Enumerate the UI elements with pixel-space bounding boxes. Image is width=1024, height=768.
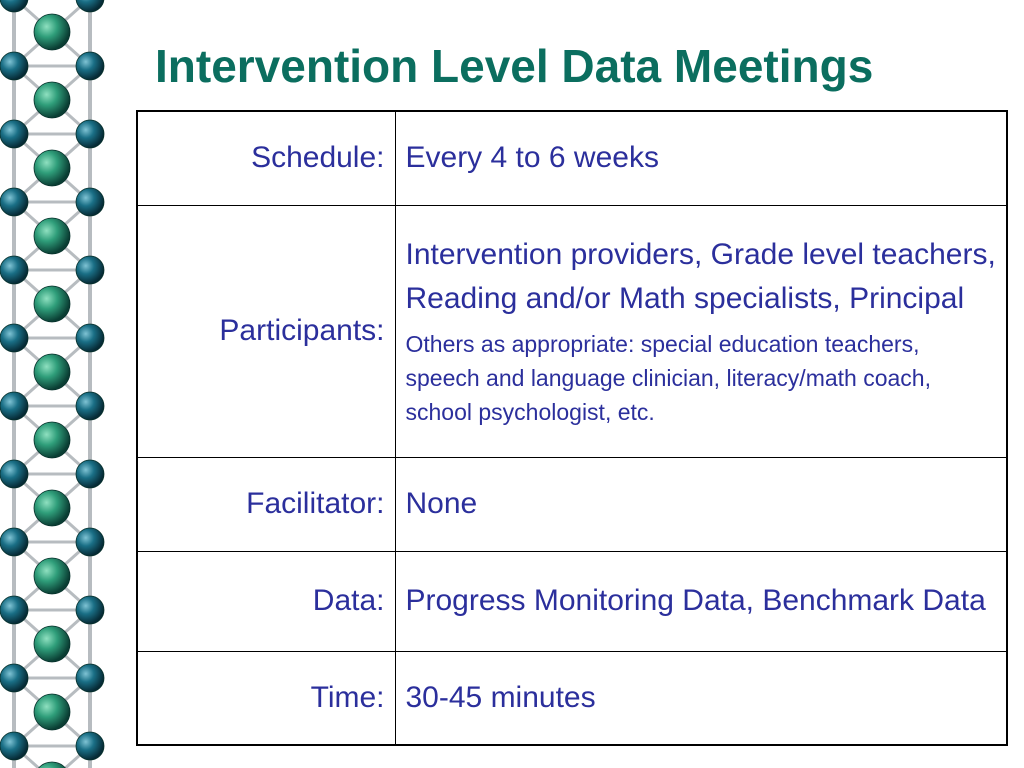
schedule-label: Schedule:: [137, 111, 395, 205]
chain-bead: [34, 490, 70, 526]
chain-bead: [34, 14, 70, 50]
chain-bead: [0, 0, 28, 12]
chain-bead: [34, 354, 70, 390]
chain-bead: [76, 460, 104, 488]
chain-bead: [34, 82, 70, 118]
participants-label: Participants:: [137, 205, 395, 457]
chain-bead: [0, 596, 28, 624]
chain-bead: [34, 286, 70, 322]
chain-bead: [76, 392, 104, 420]
chain-bead: [76, 256, 104, 284]
data-value: Progress Monitoring Data, Benchmark Data: [395, 551, 1007, 651]
slide-title: Intervention Level Data Meetings: [155, 40, 874, 92]
time-value: 30-45 minutes: [395, 651, 1007, 745]
data-label: Data:: [137, 551, 395, 651]
chain-bead: [34, 218, 70, 254]
table-row-data: [137, 551, 1007, 651]
participants-note: Others as appropriate: special education teachers, speech and language clinician, literacy/math coach, school psychologist, etc.: [405, 331, 931, 425]
chain-bead: [0, 256, 28, 284]
chain-bead: [76, 188, 104, 216]
table-row-schedule: [137, 111, 1007, 205]
chain-bead: [34, 150, 70, 186]
chain-bead: [76, 664, 104, 692]
chain-bead: [0, 52, 28, 80]
facilitator-label: Facilitator:: [137, 457, 395, 551]
chain-bead: [76, 52, 104, 80]
chain-bead: [0, 460, 28, 488]
chain-bead: [76, 528, 104, 556]
chain-bead: [76, 324, 104, 352]
chain-bead: [76, 596, 104, 624]
chain-bead: [34, 626, 70, 662]
chain-bead: [0, 392, 28, 420]
chain-bead: [0, 664, 28, 692]
chain-bead: [0, 732, 28, 760]
molecular-chain-border: [0, 0, 110, 768]
time-label: Time:: [137, 651, 395, 745]
chain-bead: [76, 120, 104, 148]
chain-bead: [0, 120, 28, 148]
table-row-participants: [137, 205, 1007, 457]
chain-bead: [34, 694, 70, 730]
schedule-value: Every 4 to 6 weeks: [395, 111, 1007, 205]
chain-bead: [0, 188, 28, 216]
chain-bead: [34, 558, 70, 594]
chain-bead: [0, 324, 28, 352]
chain-bead: [0, 528, 28, 556]
table-row-facilitator: [137, 457, 1007, 551]
participants-cell: [395, 205, 1007, 457]
chain-bead: [76, 732, 104, 760]
participants-value: Intervention providers, Grade level teachers, Reading and/or Math specialists, Principal: [405, 238, 996, 315]
meeting-info-table: [136, 110, 1008, 746]
chain-bead: [34, 422, 70, 458]
chain-bead: [76, 0, 104, 12]
chain-bead: [34, 762, 70, 768]
table-row-time: [137, 651, 1007, 745]
facilitator-value: None: [395, 457, 1007, 551]
